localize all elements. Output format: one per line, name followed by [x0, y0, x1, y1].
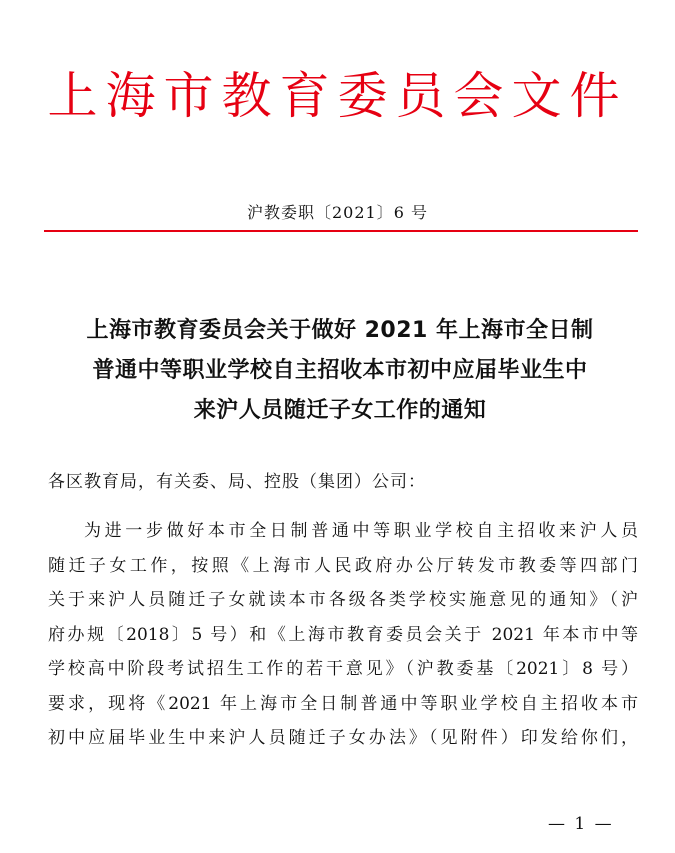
- body-line: 要求，现将《2021 年上海市全日制普通中等职业学校自主招收本市: [48, 693, 638, 714]
- red-divider-line: [44, 230, 638, 232]
- body-line: 初中应届毕业生中来沪人员随迁子女办法》（见附件）印发给你们，: [48, 728, 638, 748]
- title-line: 上海市教育委员会关于做好 2021 年上海市全日制: [86, 318, 594, 343]
- body-paragraph: [48, 514, 638, 756]
- document-title: [40, 311, 640, 431]
- body-line: 府办规〔2018〕5 号）和《上海市教育委员会关于 2021 年本市中等: [48, 624, 638, 645]
- title-line: 普通中等职业学校自主招收本市初中应届毕业生中: [92, 358, 588, 383]
- body-line: 为进一步做好本市全日制普通中等职业学校自主招收来沪人员: [84, 521, 638, 541]
- document-masthead: 上海市教育委员会文件: [47, 67, 628, 125]
- title-line: 来沪人员随迁子女工作的通知: [193, 398, 487, 423]
- body-line: 关于来沪人员随迁子女就读本市各级各类学校实施意见的通知》（沪: [48, 590, 638, 610]
- page-number: — 1 —: [548, 814, 614, 834]
- salutation: 各区教育局，有关委、局、控股（集团）公司：: [48, 472, 426, 492]
- document-number: 沪教委职〔2021〕6 号: [247, 203, 428, 222]
- body-line: 随迁子女工作，按照《上海市人民政府办公厅转发市教委等四部门: [48, 555, 638, 576]
- body-line: 学校高中阶段考试招生工作的若干意见》（沪教委基〔2021〕8 号）: [48, 659, 638, 679]
